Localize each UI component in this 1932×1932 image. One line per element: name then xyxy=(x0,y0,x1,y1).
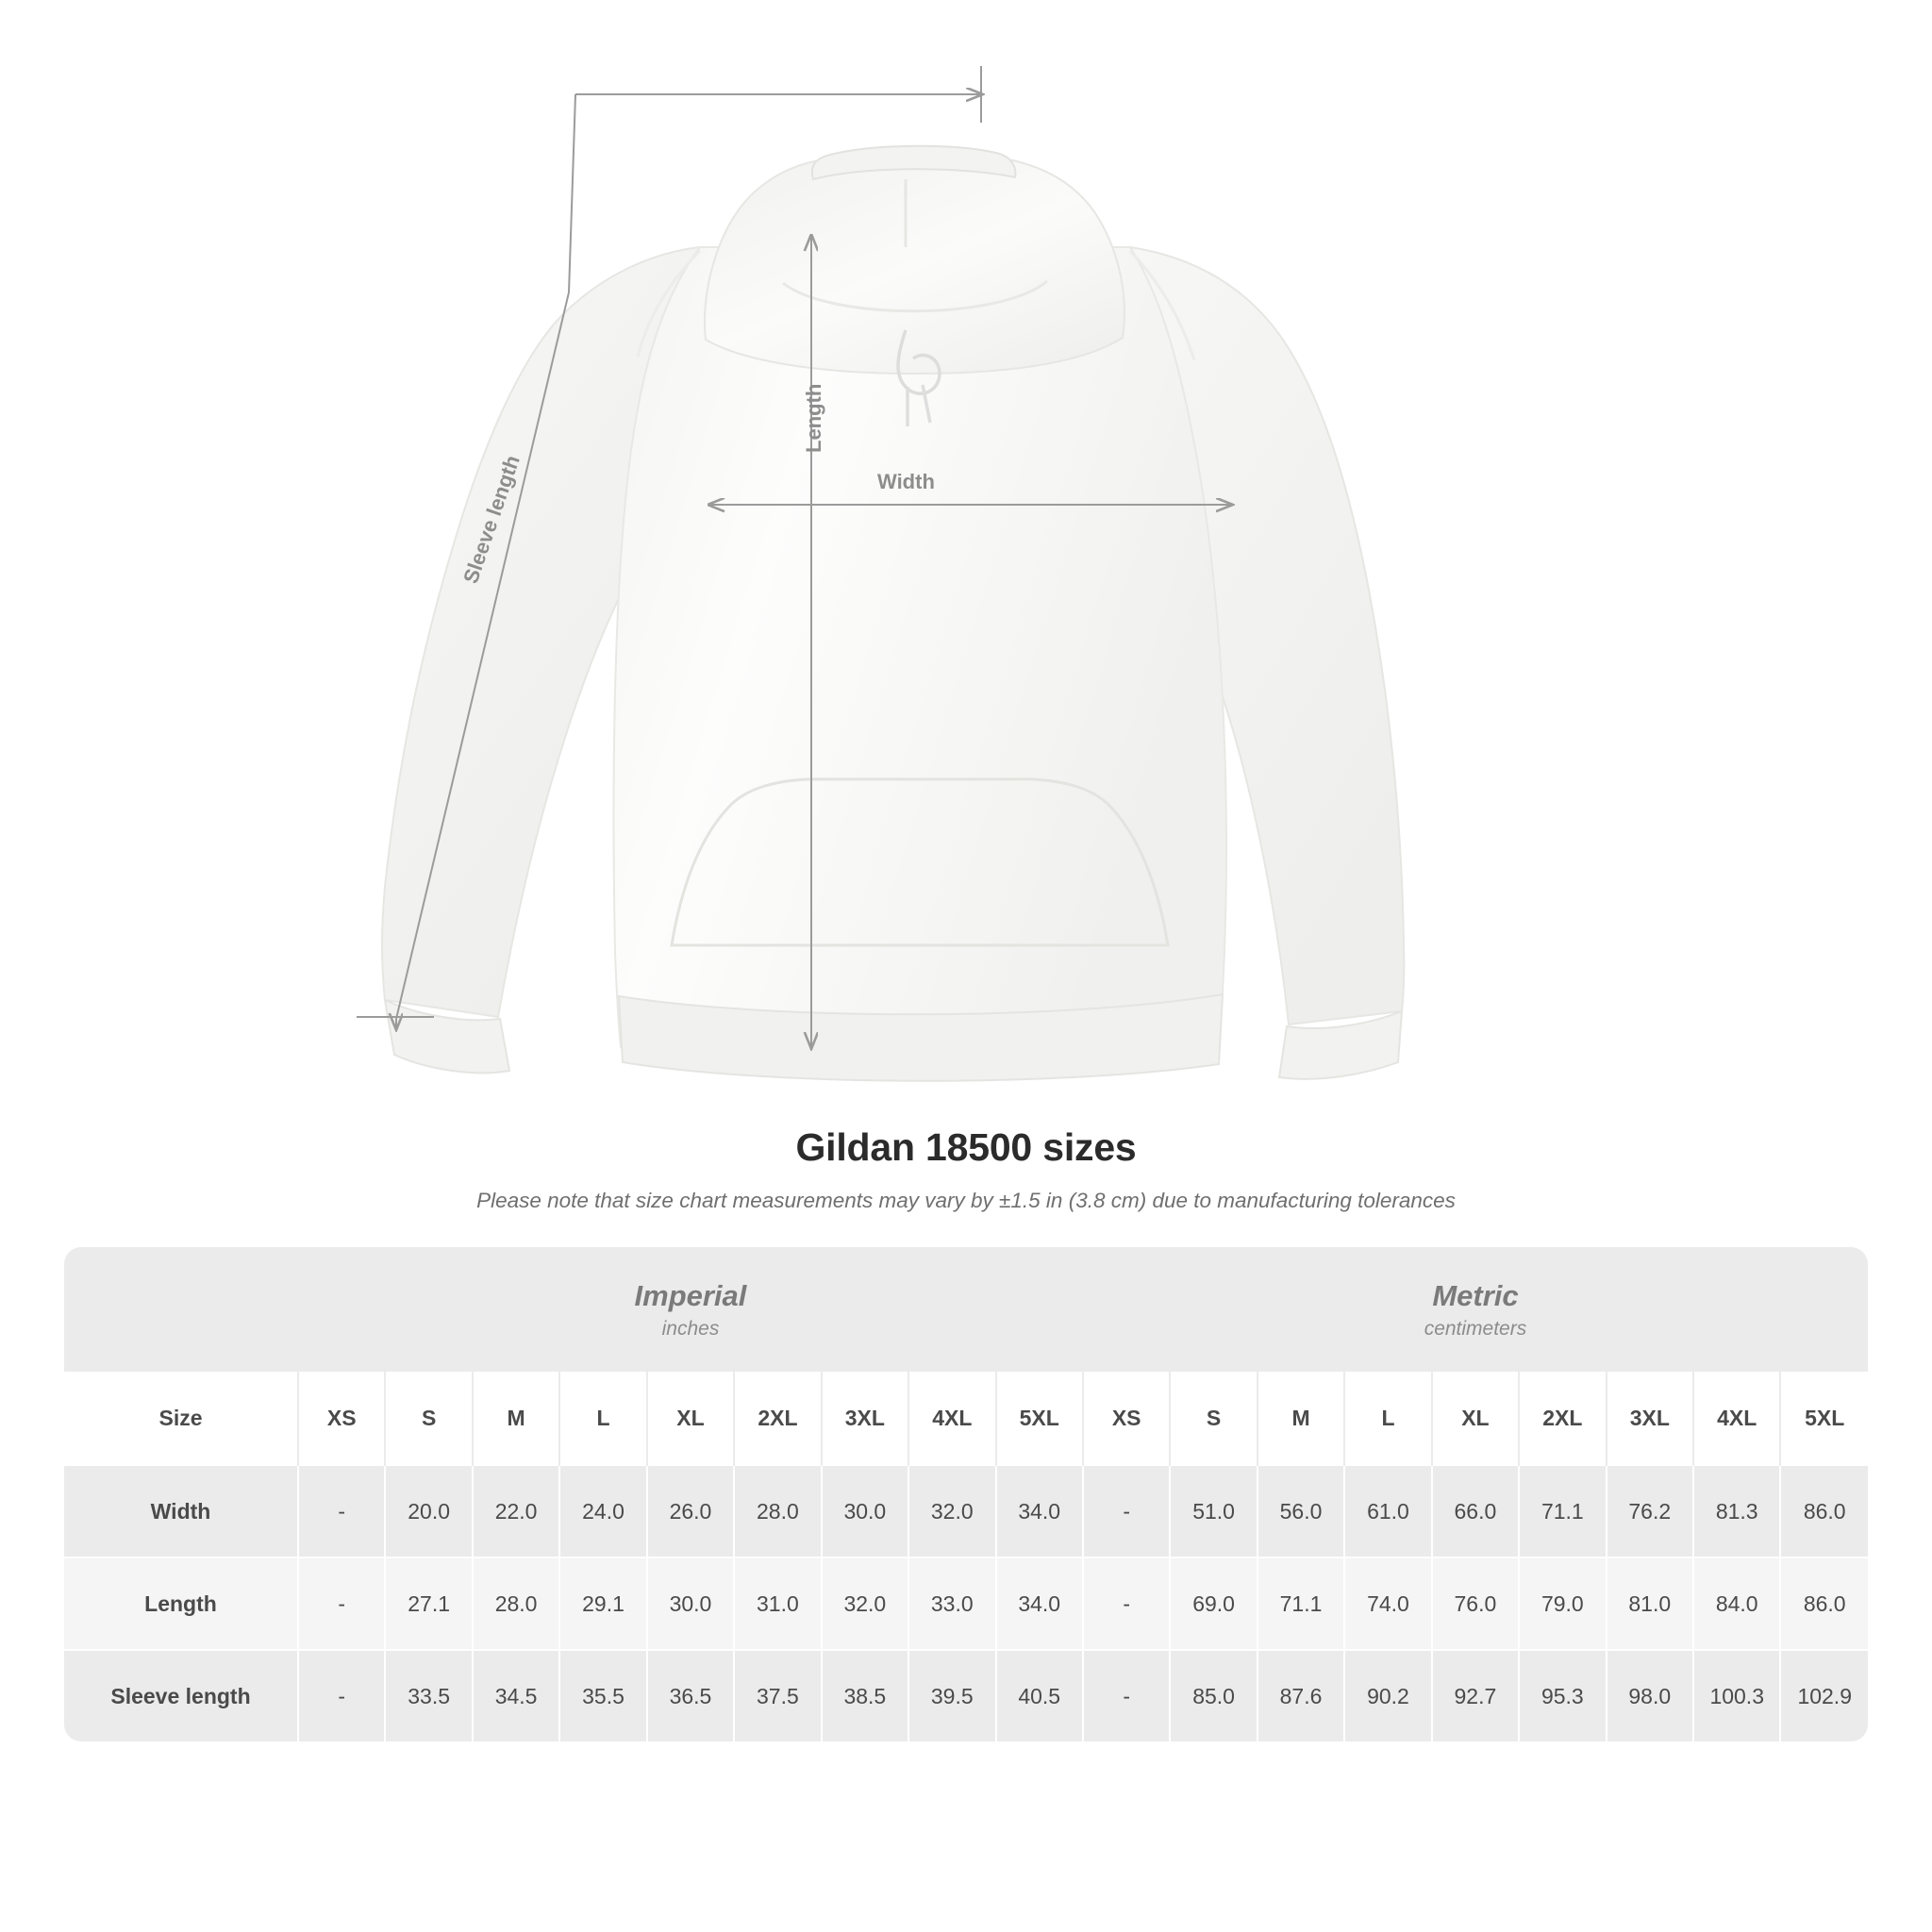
cell: 71.1 xyxy=(1519,1465,1606,1557)
cell: 87.6 xyxy=(1257,1650,1344,1741)
cell: 84.0 xyxy=(1693,1557,1780,1650)
size-header-cell: L xyxy=(559,1372,646,1465)
size-header-cell: 2XL xyxy=(734,1372,821,1465)
cell: 79.0 xyxy=(1519,1557,1606,1650)
cell: 85.0 xyxy=(1170,1650,1257,1741)
cell: 81.3 xyxy=(1693,1465,1780,1557)
cell: 33.0 xyxy=(908,1557,995,1650)
cell: 74.0 xyxy=(1344,1557,1431,1650)
size-header-cell: 3XL xyxy=(822,1372,908,1465)
size-table xyxy=(64,1247,1868,1741)
row-label: Sleeve length xyxy=(64,1650,298,1741)
label-length: Length xyxy=(802,383,825,453)
table-row xyxy=(64,1465,1868,1557)
table-row xyxy=(64,1650,1868,1741)
cell: 81.0 xyxy=(1607,1557,1693,1650)
unit-sub-imperial: inches xyxy=(661,1318,720,1341)
cell: 30.0 xyxy=(647,1557,734,1650)
unit-header-row xyxy=(64,1247,1868,1372)
cell: 31.0 xyxy=(734,1557,821,1650)
unit-header-spacer xyxy=(64,1247,298,1372)
size-header-cell: 4XL xyxy=(908,1372,995,1465)
cell: - xyxy=(1083,1465,1170,1557)
cell: 35.5 xyxy=(559,1650,646,1741)
cell: 22.0 xyxy=(473,1465,559,1557)
cell: 86.0 xyxy=(1780,1465,1868,1557)
cell: 37.5 xyxy=(734,1650,821,1741)
size-header-cell: 3XL xyxy=(1607,1372,1693,1465)
size-header-cell: 4XL xyxy=(1693,1372,1780,1465)
cell: 56.0 xyxy=(1257,1465,1344,1557)
cell: 76.0 xyxy=(1432,1557,1519,1650)
cell: 34.0 xyxy=(996,1465,1083,1557)
size-header-cell: S xyxy=(1170,1372,1257,1465)
size-header-cell: L xyxy=(1344,1372,1431,1465)
label-width: Width xyxy=(877,470,935,493)
cell: 26.0 xyxy=(647,1465,734,1557)
size-header-cell: XS xyxy=(298,1372,385,1465)
size-header-cell: 5XL xyxy=(996,1372,1083,1465)
cell: - xyxy=(298,1650,385,1741)
cell: 24.0 xyxy=(559,1465,646,1557)
cell: 100.3 xyxy=(1693,1650,1780,1741)
cell: 34.5 xyxy=(473,1650,559,1741)
unit-header-metric xyxy=(1083,1247,1868,1372)
tolerance-note: Please note that size chart measurements may vary by ±1.5 in (3.8 cm) due to manufacturing tolerances xyxy=(476,1189,1456,1212)
row-label: Width xyxy=(64,1465,298,1557)
size-header-cell: 5XL xyxy=(1780,1372,1868,1465)
unit-header-imperial xyxy=(298,1247,1083,1372)
size-header-row xyxy=(64,1372,1868,1465)
cell: 28.0 xyxy=(473,1557,559,1650)
cell: 86.0 xyxy=(1780,1557,1868,1650)
unit-title-imperial: Imperial xyxy=(634,1278,747,1312)
table-row xyxy=(64,1557,1868,1650)
cell: 39.5 xyxy=(908,1650,995,1741)
cell: 69.0 xyxy=(1170,1557,1257,1650)
cell: - xyxy=(1083,1650,1170,1741)
size-header-cell: M xyxy=(1257,1372,1344,1465)
cell: 66.0 xyxy=(1432,1465,1519,1557)
cell: 95.3 xyxy=(1519,1650,1606,1741)
cell: 20.0 xyxy=(385,1465,472,1557)
hoodie-graphic xyxy=(382,146,1404,1081)
size-header-cell: XS xyxy=(1083,1372,1170,1465)
cell: 38.5 xyxy=(822,1650,908,1741)
cell: 90.2 xyxy=(1344,1650,1431,1741)
cell: 34.0 xyxy=(996,1557,1083,1650)
cell: 98.0 xyxy=(1607,1650,1693,1741)
cell: 28.0 xyxy=(734,1465,821,1557)
cell: - xyxy=(1083,1557,1170,1650)
unit-title-metric: Metric xyxy=(1432,1278,1519,1312)
cell: 27.1 xyxy=(385,1557,472,1650)
size-header-cell: XL xyxy=(1432,1372,1519,1465)
cell: 76.2 xyxy=(1607,1465,1693,1557)
size-header-cell: XL xyxy=(647,1372,734,1465)
cell: 30.0 xyxy=(822,1465,908,1557)
unit-sub-metric: centimeters xyxy=(1424,1318,1527,1341)
size-header-label: Size xyxy=(64,1372,298,1465)
cell: 71.1 xyxy=(1257,1557,1344,1650)
cell: 40.5 xyxy=(996,1650,1083,1741)
cell: 32.0 xyxy=(908,1465,995,1557)
cell: 36.5 xyxy=(647,1650,734,1741)
size-header-cell: M xyxy=(473,1372,559,1465)
cell: - xyxy=(298,1465,385,1557)
cell: 102.9 xyxy=(1780,1650,1868,1741)
row-label: Length xyxy=(64,1557,298,1650)
cell: - xyxy=(298,1557,385,1650)
title-block xyxy=(0,1125,1932,1213)
label-sleeve-length: Sleeve length xyxy=(458,452,525,587)
size-table-wrapper xyxy=(64,1247,1868,1741)
cell: 61.0 xyxy=(1344,1465,1431,1557)
size-header-cell: 2XL xyxy=(1519,1372,1606,1465)
cell: 29.1 xyxy=(559,1557,646,1650)
size-header-cell: S xyxy=(385,1372,472,1465)
cell: 32.0 xyxy=(822,1557,908,1650)
page-title: Gildan 18500 sizes xyxy=(795,1125,1137,1169)
cell: 92.7 xyxy=(1432,1650,1519,1741)
cell: 51.0 xyxy=(1170,1465,1257,1557)
cell: 33.5 xyxy=(385,1650,472,1741)
